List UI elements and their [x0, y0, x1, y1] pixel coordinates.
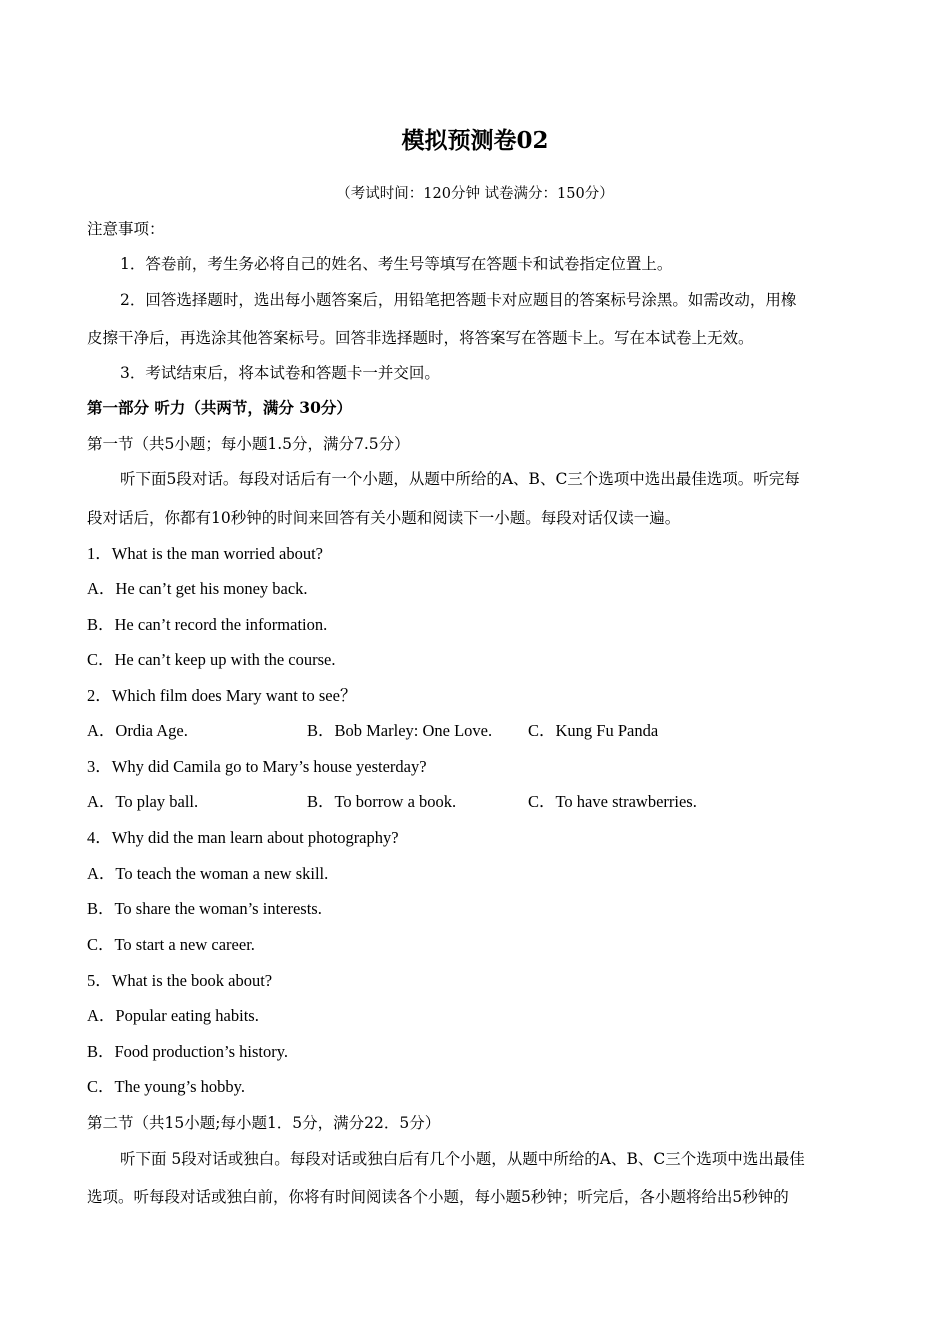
question-2-option-a: A．Ordia Age. [87, 721, 188, 740]
notice-item-2-line-1: 2．回答选择题时，选出每小题答案后，用铅笔把答题卡对应题目的答案标号涂黑。如需改动，用橡 [120, 291, 797, 309]
question-5-option-b: B．Food production’s history. [87, 1042, 289, 1061]
exam-info: （考试时间：120分钟 试卷满分：150分） [336, 186, 614, 202]
question-1-stem: 1．What is the man worried about? [87, 544, 323, 563]
question-2-stem: 2．Which film does Mary want to see？ [87, 686, 357, 705]
page-title: 模拟预测卷02 [401, 127, 549, 154]
section2-instructions-line-1: 听下面 5段对话或独白。每段对话或独白后有几个小题，从题中所给的A、B、C三个选项中选出最佳 [120, 1150, 805, 1168]
question-4-option-b: B．To share the woman’s interests. [87, 899, 322, 918]
question-2-option-c: C．Kung Fu Panda [528, 721, 659, 740]
section2-heading: 第二节（共15小题;每小题1．5分，满分22．5分） [87, 1114, 441, 1132]
question-3-option-a: A．To play ball. [87, 792, 199, 811]
question-1-option-c: C．He can’t keep up with the course. [87, 650, 336, 669]
question-4-stem: 4．Why did the man learn about photography? [87, 828, 399, 847]
question-5-option-a: A．Popular eating habits. [87, 1006, 259, 1025]
section1-instructions-line-2: 段对话后，你都有10秒钟的时间来回答有关小题和阅读下一小题。每段对话仅读一遍。 [87, 509, 681, 527]
question-4-option-c: C．To start a new career. [87, 935, 255, 954]
question-1-option-b: B．He can’t record the information. [87, 615, 328, 634]
part1-heading: 第一部分 听力（共两节，满分 30分） [87, 398, 352, 417]
section2-instructions-line-2: 选项。听每段对话或独白前，你将有时间阅读各个小题，每小题5秒钟；听完后，各小题将给出5秒钟的 [87, 1188, 789, 1206]
question-1-option-a: A．He can’t get his money back. [87, 579, 308, 598]
question-2-option-b: B．Bob Marley: One Love. [307, 721, 493, 740]
notice-item-3: 3．考试结束后，将本试卷和答题卡一并交回。 [120, 364, 440, 382]
notice-heading: 注意事项： [87, 220, 165, 238]
question-4-option-a: A．To teach the woman a new skill. [87, 864, 329, 883]
notice-item-2-line-2: 皮擦干净后，再选涂其他答案标号。回答非选择题时，将答案写在答题卡上。写在本试卷上无效。 [87, 329, 754, 347]
section1-instructions-line-1: 听下面5段对话。每段对话后有一个小题，从题中所给的A、B、C三个选项中选出最佳选项。听完每 [120, 470, 800, 488]
section1-heading: 第一节（共5小题；每小题1.5分，满分7.5分） [87, 435, 410, 453]
question-3-option-c: C．To have strawberries. [528, 792, 697, 811]
question-3-stem: 3．Why did Camila go to Mary’s house yesterday? [87, 757, 427, 776]
question-3-option-b: B．To borrow a book. [307, 792, 457, 811]
question-5-option-c: C．The young’s hobby. [87, 1077, 245, 1096]
question-5-stem: 5．What is the book about? [87, 971, 273, 990]
notice-item-1: 1．答卷前，考生务必将自己的姓名、考生号等填写在答题卡和试卷指定位置上。 [120, 255, 673, 273]
